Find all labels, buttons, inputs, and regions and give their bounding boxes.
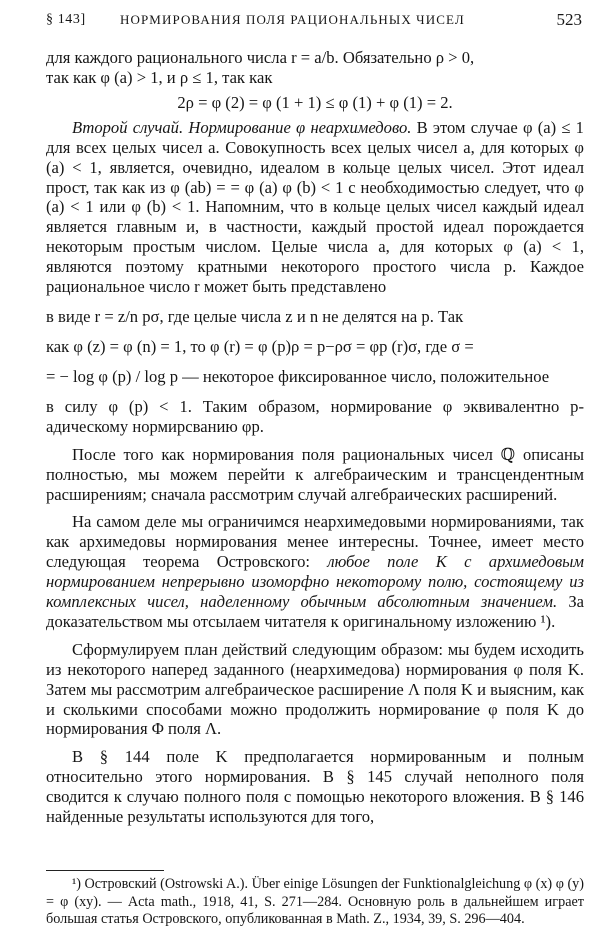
- paragraph-2-log-line: = − log φ (p) / log p — некоторое фиксированное число, положительное: [46, 366, 550, 386]
- paragraph-2-fraction-line: в виде r = z/n pσ, где целые числа z и n не делятся на p. Так: [46, 306, 464, 326]
- paragraph-1-line-2: так как φ (a) > 1, и ρ ≤ 1, так как: [46, 67, 273, 87]
- paragraph-1-line-1: для каждого рационального числа r = a/b. Обязательно ρ > 0,: [46, 48, 475, 67]
- paragraph-2-end: в силу φ (p) < 1. Таким образом, нормирование φ эквивалентно p-адическому нормирсванию φp.: [46, 396, 584, 436]
- running-title: НОРМИРОВАНИЯ ПОЛЯ РАЦИОНАЛЬНЫХ ЧИСЕЛ: [120, 12, 465, 27]
- equation-1: 2ρ = φ (2) = φ (1 + 1) ≤ φ (1) + φ (1) = 2.: [177, 92, 453, 112]
- ostrowski-theorem: любое поле K с архимедовым нормированием непрерывно изоморфно некоторому полю, состоящему из комплексных чисел, наделенному обычным абсолютным значением.: [46, 552, 584, 612]
- paragraph-4-start: На самом деле мы ограничимся неархимедовыми нормированиями, так как архимедовы нормирования менее интересны. Точнее, имеет место следующая теорема Островского:: [46, 512, 584, 572]
- section-marker: § 143]: [46, 12, 86, 27]
- footnote: ¹) Островский (Ostrowski A.). Über einige Lösungen der Funktionalgleichung φ (x) φ (y) = φ (xy). — Acta math., 1918, 41, S. 271—284. Основную роль в дальнейшем играет большая статья Островского, опубликованная в Math. Z., 1934, 39, S. 296—404.: [46, 876, 584, 928]
- footnote-rule: [46, 870, 164, 871]
- paragraph-3: После того как нормирования поля рациональных чисел ℚ описаны полностью, мы можем перейти к алгебраическим и трансцендентным расширениям; сначала рассмотрим случай алгебраических расширений.: [46, 444, 584, 504]
- paragraph-4-end: За доказательством мы отсылаем читателя к оригинальному изложению ¹).: [46, 592, 584, 631]
- main-text: [46, 48, 584, 827]
- paragraph-2-phi-line: как φ (z) = φ (n) = 1, то φ (r) = φ (p)ρ = p−ρσ = φp (r)σ, где σ =: [46, 336, 474, 356]
- case-heading: Второй случай. Нормирование φ неархимедово.: [72, 117, 412, 137]
- paragraph-5: Сформулируем план действий следующим образом: мы будем исходить из некоторого наперед заданного (неархимедова) нормирования φ поля K. Затем мы рассмотрим алгебраическое расширение Λ поля K и выясним, как и сколькими способами можно продолжить нормирование φ поля K до нормирования Φ поля Λ.: [46, 639, 584, 739]
- book-page: [46, 8, 584, 936]
- page-number: 523: [556, 10, 582, 29]
- paragraph-2-text: В этом случае φ (a) ≤ 1 для всех целых чисел a. Совокупность всех целых чисел a, для которых φ (a) < 1, является, очевидно, идеалом в кольце целых чисел. Этот идеал прост, так как из φ (ab) = = φ (a) φ (b) < 1 с необходимостью следует, что φ (a) < 1 или φ (b) < 1. Напомним, что в кольце целых чисел каждый идеал является главным и, в частности, каждый простой идеал порождается некоторым простым числом. Целые числа a, для которых φ (a) < 1, являются поэтому кратными некоторого простого числа p. Каждое рациональное число r может быть представлено: [46, 117, 584, 297]
- running-header: [46, 8, 584, 36]
- paragraph-4: [46, 512, 584, 631]
- paragraph-6: В § 144 поле K предполагается нормированным и полным относительно этого нормирования. В § 145 случай неполного поля сводится к случаю полного поля с помощью некоторого вложения. В § 146 найденные результаты используются для того,: [46, 747, 584, 827]
- paragraph-2: [46, 118, 584, 297]
